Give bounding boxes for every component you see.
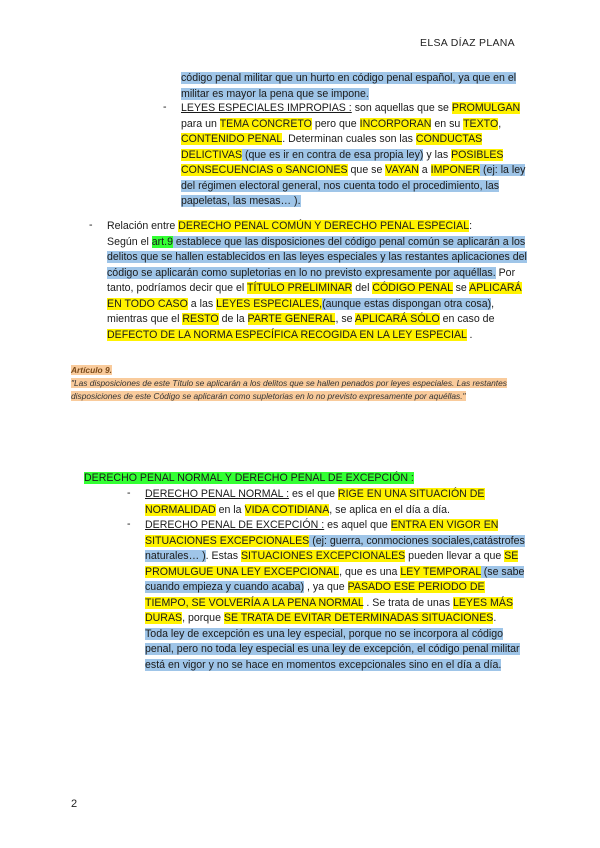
term: DERECHO PENAL DE EXCEPCIÓN : bbox=[145, 519, 325, 531]
highlight: SE TRATA DE EVITAR DETERMINADAS SITUACIONES bbox=[223, 612, 494, 624]
text: , se aplica en el día a día. bbox=[329, 503, 450, 516]
highlight: PASADO ESE PERIODO DE TIEMPO, SE VOLVERÍA A LA PENA NORMAL bbox=[145, 581, 485, 609]
highlight-blue: (que es ir en contra de esa propia ley) bbox=[242, 148, 424, 161]
text: en su bbox=[431, 117, 464, 130]
article-title: Artículo 9. bbox=[71, 365, 112, 375]
text: en la bbox=[215, 503, 245, 516]
highlight: RESTO bbox=[182, 313, 219, 325]
highlight: IMPONER bbox=[430, 164, 481, 176]
article-quote bbox=[71, 364, 511, 403]
highlight: INCORPORAN bbox=[359, 117, 432, 130]
text: pueden llevar a que bbox=[405, 550, 505, 562]
text: : bbox=[469, 220, 473, 232]
text: Por tanto, podríamos decir que el bbox=[107, 266, 516, 294]
highlight: PARTE GENERAL bbox=[247, 313, 336, 325]
highlight: VAYAN bbox=[385, 164, 419, 176]
header-author: ELSA DÍAZ PLANA bbox=[420, 37, 515, 49]
highlight: ENTRA EN VIGOR EN SITUACIONES EXCEPCIONALES bbox=[145, 519, 499, 547]
text: , se bbox=[335, 313, 355, 325]
highlight: APLICARÁ SÓLO bbox=[354, 313, 440, 325]
text: . bbox=[466, 328, 473, 341]
section-heading bbox=[84, 471, 524, 487]
bullet-dash: - bbox=[127, 487, 131, 499]
highlight-blue: establece que las disposiciones del código penal común se aplicarán a los delitos que se hallen establecidos en las leyes especiales y las restantes aplicaciones del código se aplicarán como supletorias en lo no previsto expresamente por aquéllas. bbox=[107, 235, 527, 279]
text: , bbox=[498, 117, 502, 130]
text: a las bbox=[187, 297, 217, 310]
text: se bbox=[452, 282, 470, 294]
highlight: VIDA COTIDIANA bbox=[244, 503, 330, 516]
text: , ya que bbox=[304, 581, 348, 593]
highlight: TEMA CONCRETO bbox=[219, 117, 312, 130]
bullet-dash: - bbox=[163, 101, 167, 113]
text: en caso de bbox=[439, 313, 495, 325]
text: , que es una bbox=[339, 565, 401, 578]
text: a bbox=[418, 164, 431, 176]
text: pero que bbox=[311, 117, 360, 130]
text: . bbox=[493, 612, 497, 624]
bullet-dash: - bbox=[127, 518, 131, 530]
text: es el que bbox=[289, 488, 338, 500]
article-text: "Las disposiciones de este Título se aplicarán a los delitos que se hallen penados por leyes especiales. Las restantes disposiciones de este Código se aplicarán como supletorias en lo no previsto expresamente por aquéllas." bbox=[71, 378, 507, 401]
text: , porque bbox=[182, 612, 224, 624]
highlight: LEYES ESPECIALES, bbox=[216, 297, 323, 310]
text: Según el bbox=[107, 235, 152, 248]
text: para un bbox=[181, 117, 220, 130]
highlight: SITUACIONES EXCEPCIONALES bbox=[240, 550, 406, 562]
term: LEYES ESPECIALES IMPROPIAS : bbox=[181, 102, 352, 114]
highlight: TEXTO bbox=[463, 117, 499, 130]
highlight: CONTENIDO PENAL bbox=[181, 133, 283, 145]
paragraph-continuation bbox=[181, 71, 523, 102]
highlight: DEFECTO DE LA NORMA ESPECÍFICA RECOGIDA EN LA LEY ESPECIAL bbox=[107, 328, 467, 341]
highlight-blue: (se sabe cuando empieza y cuando acaba) bbox=[145, 565, 525, 593]
highlight: RIGE EN UNA SITUACIÓN DE NORMALIDAD bbox=[145, 488, 485, 516]
bullet-dash: - bbox=[89, 219, 93, 231]
text: . Determinan cuales son las bbox=[282, 133, 416, 145]
paragraph-normal bbox=[145, 487, 525, 518]
paragraph-relacion bbox=[107, 219, 527, 343]
highlight: CONDUCTAS DELICTIVAS bbox=[181, 133, 483, 161]
text: , mientras que el bbox=[107, 297, 495, 325]
highlight-green: art.9 bbox=[151, 235, 173, 248]
highlight: APLICARÁ EN TODO CASO bbox=[107, 282, 522, 310]
text: Relación entre bbox=[107, 220, 179, 232]
highlight-blue: (ej: la ley del régimen electoral general, nos cuenta todo el procedimiento, las papeletas, las mesas… ). bbox=[181, 164, 526, 207]
paragraph-excepcion bbox=[145, 518, 525, 673]
heading-highlight: DERECHO PENAL NORMAL Y DERECHO PENAL DE EXCEPCIÓN : bbox=[84, 472, 414, 484]
term: DERECHO PENAL NORMAL : bbox=[145, 488, 290, 500]
text: . Estas bbox=[205, 550, 241, 562]
highlight: LEYES MÁS DURAS bbox=[145, 596, 514, 624]
text: y las bbox=[423, 148, 452, 161]
highlight: TÍTULO PRELIMINAR bbox=[246, 282, 353, 294]
highlight: PROMULGAN bbox=[451, 102, 521, 114]
text: que se bbox=[347, 164, 386, 176]
paragraph-leyes-impropias bbox=[181, 101, 526, 210]
text: es aquel que bbox=[324, 519, 391, 531]
highlight-blue: Toda ley de excepción es una ley especial, porque no se incorpora al código penal, pero no toda ley especial es una ley de excepción, el código penal militar está en vigor y no se hace en momentos excepcionales sino en el día a día. bbox=[145, 627, 520, 671]
text: . Se trata de unas bbox=[363, 596, 453, 609]
highlight: SE PROMULGUE UNA LEY EXCEPCIONAL bbox=[145, 550, 519, 578]
highlight-blue: (ej: guerra, conmociones sociales,catástrofes naturales… ) bbox=[145, 534, 525, 562]
text: del bbox=[352, 282, 373, 294]
text: son aquellas que se bbox=[351, 102, 452, 114]
highlight: DERECHO PENAL COMÚN Y DERECHO PENAL ESPECIAL bbox=[178, 220, 470, 232]
highlight: CÓDIGO PENAL bbox=[372, 282, 453, 294]
highlight: LEY TEMPORAL bbox=[400, 565, 481, 578]
text: de la bbox=[218, 313, 248, 325]
highlighted-text: código penal militar que un hurto en código penal español, ya que en el militar es mayor la pena que se impone. bbox=[181, 72, 517, 100]
highlight: POSIBLES CONSECUENCIAS o SANCIONES bbox=[181, 148, 504, 176]
page-number: 2 bbox=[71, 798, 78, 810]
highlight-blue: (aunque estas dispongan otra cosa) bbox=[322, 297, 492, 310]
